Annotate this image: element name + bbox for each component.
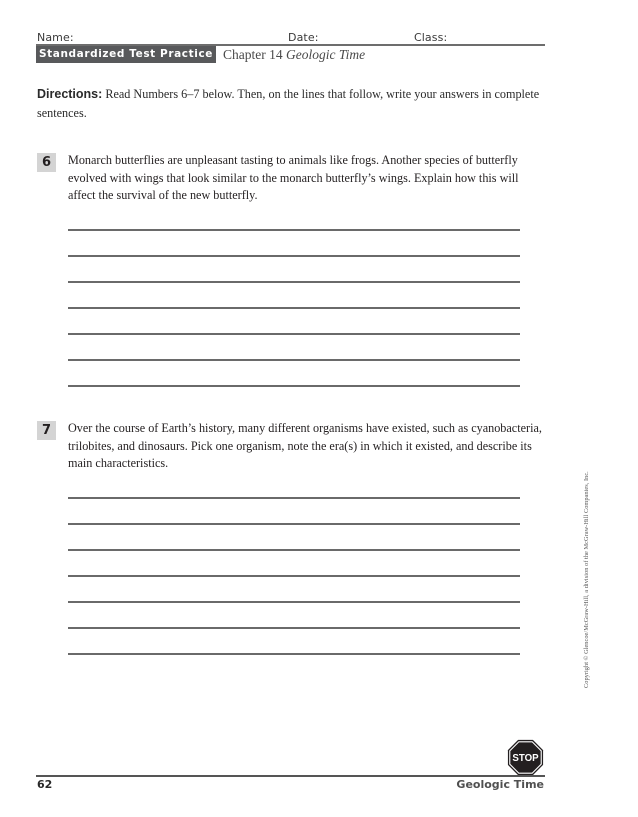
answer-line[interactable] [68, 601, 520, 603]
answer-line[interactable] [68, 653, 520, 655]
answer-line[interactable] [68, 549, 520, 551]
answer-line[interactable] [68, 307, 520, 309]
class-label: Class: [414, 31, 448, 44]
stop-label: STOP [512, 753, 539, 765]
section-band: Standardized Test Practice [36, 46, 216, 63]
answer-line[interactable] [68, 497, 520, 499]
question-text-6: Monarch butterflies are unpleasant tasting to animals like frogs. Another species of butterfly evolved with wings that look similar to the monarch butterfly’s wings. Explain how this will affect the survival of the new butterfly. [68, 153, 519, 203]
chapter-title [223, 46, 365, 64]
page-number: 62 [37, 778, 53, 791]
date-label: Date: [288, 31, 319, 44]
answer-line[interactable] [68, 255, 520, 257]
answer-line[interactable] [68, 359, 520, 361]
chapter-prefix: Chapter 14 [223, 47, 283, 62]
directions-label: Directions: [37, 87, 103, 101]
footer-rule [36, 775, 545, 777]
answer-line[interactable] [68, 229, 520, 231]
copyright-notice: Copyright © Glencoe/McGraw-Hill, a division of the McGraw-Hill Companies, Inc. [583, 471, 590, 688]
name-label: Name: [37, 31, 74, 44]
answer-line[interactable] [68, 627, 520, 629]
answer-line[interactable] [68, 333, 520, 335]
answer-line[interactable] [68, 385, 520, 387]
stop-sign-icon [507, 739, 544, 776]
chapter-name: Geologic Time [286, 47, 366, 62]
question-text-7: Over the course of Earth’s history, many different organisms have existed, such as cyanobacteria, trilobites, and dinosaurs. Pick one organism, note the era(s) in which it existed, and describe its main characteristics. [68, 421, 542, 471]
footer-title: Geologic Time [456, 778, 544, 791]
answer-line[interactable] [68, 575, 520, 577]
answer-line[interactable] [68, 281, 520, 283]
directions-text: Read Numbers 6–7 below. Then, on the lines that follow, write your answers in complete sentences. [37, 87, 540, 120]
question-number-7: 7 [37, 421, 56, 440]
answer-line[interactable] [68, 523, 520, 525]
directions [37, 85, 542, 122]
question-number-6: 6 [37, 153, 56, 172]
